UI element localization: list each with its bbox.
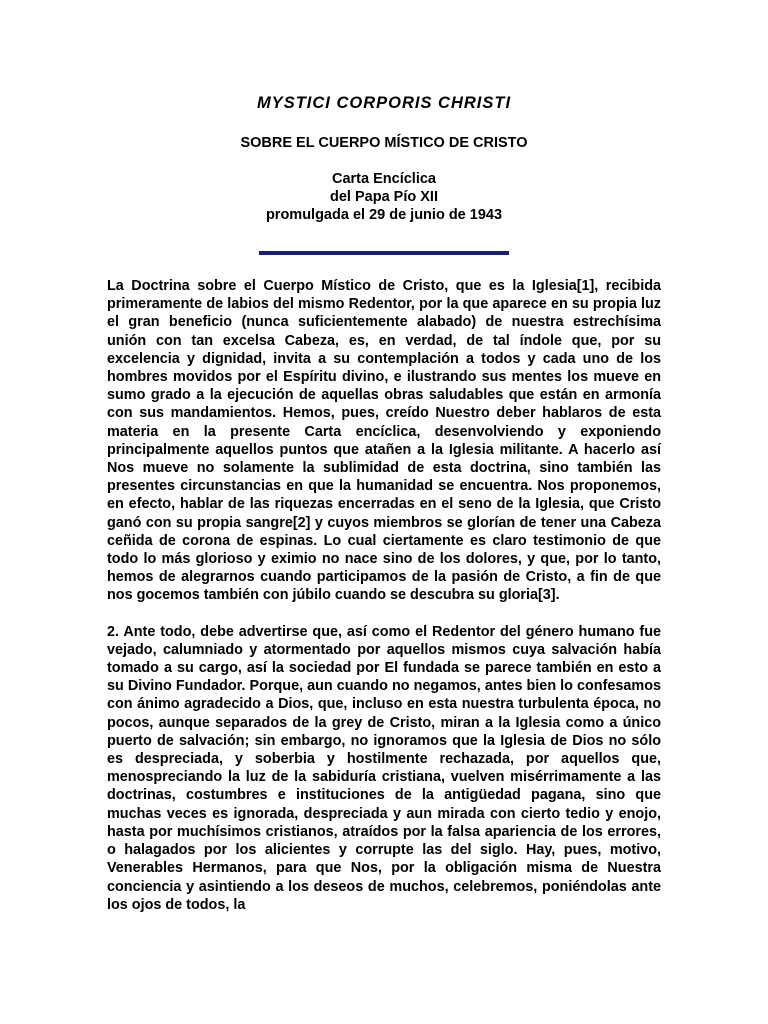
document-meta: [0, 170, 768, 224]
page-subtitle: SOBRE EL CUERPO MÍSTICO DE CRISTO: [240, 135, 528, 151]
title-divider: [259, 251, 509, 255]
meta-line-author: del Papa Pío XII: [330, 189, 438, 205]
document-body: [107, 277, 661, 932]
meta-line-type: Carta Encíclica: [332, 171, 436, 187]
paragraph-2: 2. Ante todo, debe advertirse que, así como el Redentor del género humano fue vejado, calumniado y atormentado por aquellos mismos cuya salvación había tomado a su cargo, así la sociedad por El fundada se parece también en esto a su Divino Fundador. Porque, aun cuando no negamos, antes bien lo confesamos con ánimo agradecido a Dios, que, incluso en esta nuestra turbulenta época, no pocos, aunque separados de la grey de Cristo, miran a la Iglesia como a único puerto de salvación; sin embargo, no ignoramos que la Iglesia de Dios no sólo es despreciada, y soberbia y hostilmente rechazada, por aquellos que, menospreciando la luz de la sabiduría cristiana, vuelven misérrimamente a las doctrinas, costumbres e instituciones de la antigüedad pagana, sino que muchas veces es ignorada, despreciada y aun mirada con cierto tedio y enojo, hasta por muchísimos cristianos, atraídos por la falsa apariencia de los errores, o halagados por los alicientes y corrupte las del siglo. Hay, pues, motivo, Venerables Hermanos, para que Nos, por la obligación misma de Nuestra conciencia y asintiendo a los deseos de muchos, celebremos, poniéndolas ante los ojos de todos, la: [107, 623, 661, 913]
paragraph-1: La Doctrina sobre el Cuerpo Místico de Cristo, que es la Iglesia[1], recibida primeramente de labios del mismo Redentor, por la que aparece en su propia luz el gran beneficio (nunca suficientemente alabado) de nuestra estrechísima unión con tan excelsa Cabeza, es, en verdad, de tal índole que, por su excelencia y dignidad, invita a su contemplación a todos y cada uno de los hombres movidos por el Espíritu divino, e ilustrando sus mentes los mueve en sumo grado a la ejecución de aquellas obras saludables que están en armonía con sus mandamientos. Hemos, pues, creído Nuestro deber hablaros de esta materia en la presente Carta encíclica, desenvolviendo y exponiendo principalmente aquellos puntos que atañen a la Iglesia militante. A hacerlo así Nos mueve no solamente la sublimidad de esta doctrina, sino también las presentes circunstancias en que la humanidad se encuentra. Nos proponemos, en efecto, hablar de las riquezas encerradas en el seno de la Iglesia, que Cristo ganó con su propia sangre[2] y cuyos miembros se glorían de tener una Cabeza ceñida de corona de espinas. Lo cual ciertamente es claro testimonio de que todo lo más glorioso y eximio no nace sino de los dolores, y que, por lo tanto, hemos de alegrarnos cuando participamos de la pasión de Cristo, a fin de que nos gocemos también con júbilo cuando se descubra su gloria[3].: [107, 278, 661, 604]
page-title: MYSTICI CORPORIS CHRISTI: [256, 94, 512, 112]
meta-line-date: promulgada el 29 de junio de 1943: [265, 207, 503, 223]
